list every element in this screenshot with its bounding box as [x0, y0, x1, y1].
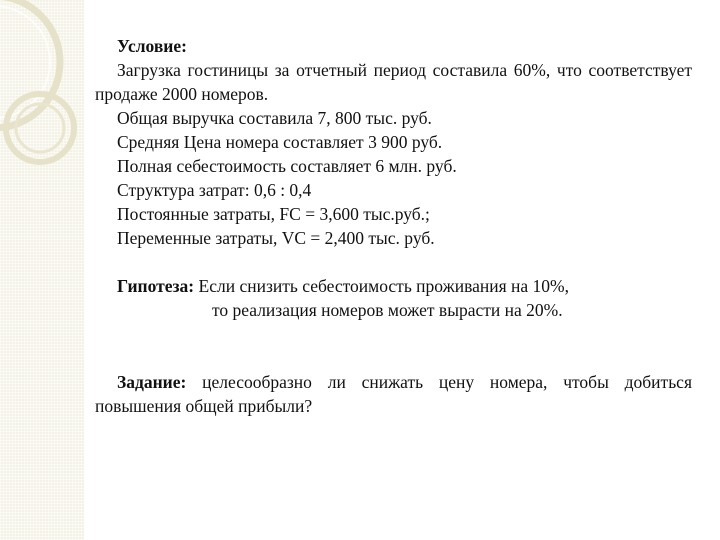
hypothesis-line-1: [95, 274, 692, 298]
task-label: Задание:: [117, 372, 187, 392]
condition-line-4: Полная себестоимость составляет 6 млн. руб.: [117, 156, 457, 176]
condition-line-1: Загрузка гостиницы за отчетный период составила 60%, что соответствует продаже 2000 номеров.: [95, 60, 692, 104]
spacer: [95, 346, 692, 370]
hypothesis-text-1: Если снизить себестоимость проживания на 10%,: [198, 276, 569, 296]
task-text: целесообразно ли снижать цену номера, чтобы добиться повышения общей прибыли?: [95, 372, 692, 416]
condition-line-3: Средняя Цена номера составляет 3 900 руб.: [117, 132, 443, 152]
task-paragraph: [95, 370, 692, 418]
slide-body: [95, 34, 692, 418]
condition-line-2: Общая выручка составила 7, 800 тыс. руб.: [117, 108, 432, 128]
spacer: [95, 250, 692, 274]
condition-line-5: Структура затрат: 0,6 : 0,4: [117, 180, 312, 200]
decorative-side-band: [0, 0, 84, 540]
spacer: [95, 322, 692, 346]
hypothesis-line-2: то реализация номеров может вырасти на 20%.: [212, 300, 563, 320]
condition-line-6: Постоянные затраты, FC = 3,600 тыс.руб.;: [117, 204, 430, 224]
condition-line-7: Переменные затраты, VC = 2,400 тыс. руб.: [117, 228, 435, 248]
condition-heading: Условие:: [117, 36, 187, 56]
hypothesis-label: Гипотеза:: [117, 276, 195, 296]
